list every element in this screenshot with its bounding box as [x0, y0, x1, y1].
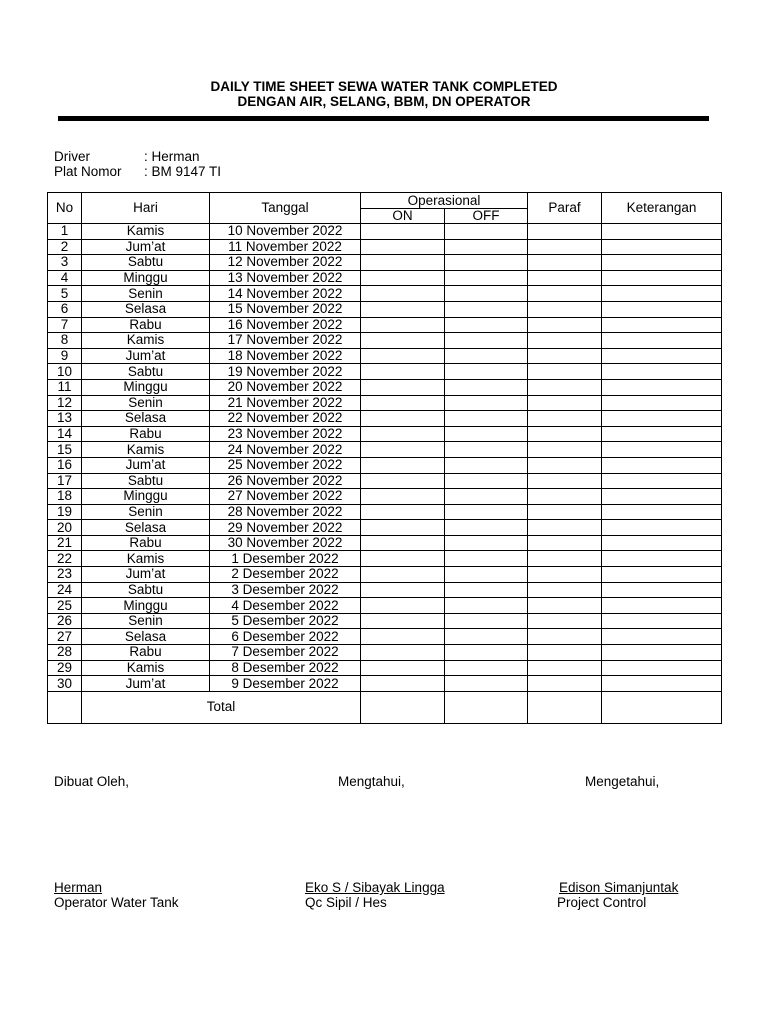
row-no-cell: 10	[48, 364, 82, 380]
row-no-cell: 25	[48, 598, 82, 614]
row-on-cell[interactable]	[361, 520, 445, 536]
row-tanggal-cell: 26 November 2022	[210, 473, 361, 489]
row-hari-cell: Minggu	[82, 379, 210, 395]
row-tanggal-cell: 4 Desember 2022	[210, 598, 361, 614]
row-no-cell: 9	[48, 348, 82, 364]
row-paraf-cell[interactable]	[528, 270, 602, 286]
title-divider	[58, 116, 709, 121]
row-tanggal-cell: 3 Desember 2022	[210, 582, 361, 598]
row-on-cell[interactable]	[361, 255, 445, 271]
row-off-cell[interactable]	[445, 286, 528, 302]
row-off-cell[interactable]	[445, 411, 528, 427]
row-no-cell: 8	[48, 333, 82, 349]
row-hari-cell: Jum’at	[82, 348, 210, 364]
row-keterangan-cell[interactable]	[602, 457, 722, 473]
row-no-cell: 7	[48, 317, 82, 333]
row-off-cell[interactable]	[445, 301, 528, 317]
total-label: Total	[82, 691, 361, 723]
row-paraf-cell[interactable]	[528, 364, 602, 380]
table-row	[48, 535, 722, 551]
row-tanggal-cell: 18 November 2022	[210, 348, 361, 364]
row-paraf-cell[interactable]	[528, 613, 602, 629]
row-paraf-cell[interactable]	[528, 317, 602, 333]
row-tanggal-cell: 22 November 2022	[210, 411, 361, 427]
mengetahui-label: Mengetahui,	[585, 774, 660, 789]
row-paraf-cell[interactable]	[528, 676, 602, 692]
row-no-cell: 1	[48, 224, 82, 240]
row-keterangan-cell[interactable]	[602, 567, 722, 583]
total-row	[48, 691, 722, 723]
row-no-cell: 3	[48, 255, 82, 271]
row-on-cell[interactable]	[361, 270, 445, 286]
table-row	[48, 598, 722, 614]
row-tanggal-cell: 2 Desember 2022	[210, 567, 361, 583]
row-off-cell[interactable]	[445, 535, 528, 551]
row-paraf-cell[interactable]	[528, 255, 602, 271]
row-keterangan-cell[interactable]	[602, 489, 722, 505]
row-keterangan-cell[interactable]	[602, 348, 722, 364]
row-hari-cell: Jum’at	[82, 676, 210, 692]
row-hari-cell: Sabtu	[82, 582, 210, 598]
row-tanggal-cell: 14 November 2022	[210, 286, 361, 302]
row-off-cell[interactable]	[445, 270, 528, 286]
row-no-cell: 29	[48, 660, 82, 676]
row-keterangan-cell[interactable]	[602, 286, 722, 302]
driver-value: : Herman	[144, 149, 200, 164]
row-off-cell[interactable]	[445, 567, 528, 583]
row-off-cell[interactable]	[445, 457, 528, 473]
col-header-keterangan: Keterangan	[602, 193, 722, 224]
row-tanggal-cell: 13 November 2022	[210, 270, 361, 286]
col-header-no: No	[48, 193, 82, 224]
row-tanggal-cell: 6 Desember 2022	[210, 629, 361, 645]
table-row	[48, 395, 722, 411]
driver-label: Driver	[54, 149, 90, 164]
row-hari-cell: Sabtu	[82, 473, 210, 489]
row-off-cell[interactable]	[445, 629, 528, 645]
row-keterangan-cell[interactable]	[602, 551, 722, 567]
row-paraf-cell[interactable]	[528, 535, 602, 551]
table-body	[48, 224, 722, 692]
row-tanggal-cell: 28 November 2022	[210, 504, 361, 520]
row-hari-cell: Kamis	[82, 442, 210, 458]
row-on-cell[interactable]	[361, 239, 445, 255]
row-paraf-cell[interactable]	[528, 582, 602, 598]
row-off-cell[interactable]	[445, 613, 528, 629]
table-row	[48, 473, 722, 489]
row-off-cell[interactable]	[445, 676, 528, 692]
table-row	[48, 348, 722, 364]
row-paraf-cell[interactable]	[528, 457, 602, 473]
row-on-cell[interactable]	[361, 286, 445, 302]
row-paraf-cell[interactable]	[528, 224, 602, 240]
row-keterangan-cell[interactable]	[602, 442, 722, 458]
row-no-cell: 22	[48, 551, 82, 567]
row-off-cell[interactable]	[445, 348, 528, 364]
row-hari-cell: Senin	[82, 286, 210, 302]
row-tanggal-cell: 30 November 2022	[210, 535, 361, 551]
row-on-cell[interactable]	[361, 457, 445, 473]
row-no-cell: 6	[48, 301, 82, 317]
row-keterangan-cell[interactable]	[602, 364, 722, 380]
row-hari-cell: Kamis	[82, 333, 210, 349]
row-off-cell[interactable]	[445, 489, 528, 505]
table-row	[48, 457, 722, 473]
header-row	[48, 193, 722, 209]
row-keterangan-cell[interactable]	[602, 660, 722, 676]
row-hari-cell: Sabtu	[82, 255, 210, 271]
col-header-on: ON	[361, 209, 445, 224]
row-paraf-cell[interactable]	[528, 411, 602, 427]
table-row	[48, 317, 722, 333]
row-tanggal-cell: 12 November 2022	[210, 255, 361, 271]
row-tanggal-cell: 11 November 2022	[210, 239, 361, 255]
row-keterangan-cell[interactable]	[602, 520, 722, 536]
row-no-cell: 26	[48, 613, 82, 629]
row-hari-cell: Minggu	[82, 270, 210, 286]
row-tanggal-cell: 21 November 2022	[210, 395, 361, 411]
row-keterangan-cell[interactable]	[602, 676, 722, 692]
row-keterangan-cell[interactable]	[602, 395, 722, 411]
row-paraf-cell[interactable]	[528, 286, 602, 302]
row-no-cell: 16	[48, 457, 82, 473]
row-no-cell: 28	[48, 645, 82, 661]
table-row	[48, 426, 722, 442]
row-paraf-cell[interactable]	[528, 598, 602, 614]
row-hari-cell: Kamis	[82, 660, 210, 676]
row-hari-cell: Selasa	[82, 520, 210, 536]
table-row	[48, 364, 722, 380]
row-on-cell[interactable]	[361, 582, 445, 598]
row-paraf-cell[interactable]	[528, 301, 602, 317]
col-header-operasional: Operasional	[361, 193, 528, 209]
row-on-cell[interactable]	[361, 224, 445, 240]
row-keterangan-cell[interactable]	[602, 504, 722, 520]
row-paraf-cell[interactable]	[528, 629, 602, 645]
total-on-cell[interactable]	[361, 691, 445, 723]
row-hari-cell: Minggu	[82, 598, 210, 614]
row-off-cell[interactable]	[445, 660, 528, 676]
table-row	[48, 660, 722, 676]
row-paraf-cell[interactable]	[528, 442, 602, 458]
row-tanggal-cell: 15 November 2022	[210, 301, 361, 317]
row-paraf-cell[interactable]	[528, 645, 602, 661]
table-row	[48, 582, 722, 598]
row-no-cell: 27	[48, 629, 82, 645]
row-on-cell[interactable]	[361, 301, 445, 317]
row-no-cell: 15	[48, 442, 82, 458]
table-row	[48, 613, 722, 629]
row-off-cell[interactable]	[445, 551, 528, 567]
row-keterangan-cell[interactable]	[602, 333, 722, 349]
row-keterangan-cell[interactable]	[602, 426, 722, 442]
row-paraf-cell[interactable]	[528, 395, 602, 411]
row-on-cell[interactable]	[361, 489, 445, 505]
table-row	[48, 239, 722, 255]
row-hari-cell: Rabu	[82, 426, 210, 442]
row-hari-cell: Senin	[82, 504, 210, 520]
row-hari-cell: Jum’at	[82, 239, 210, 255]
row-no-cell: 21	[48, 535, 82, 551]
row-on-cell[interactable]	[361, 567, 445, 583]
row-hari-cell: Jum’at	[82, 457, 210, 473]
total-no-cell	[48, 691, 82, 723]
row-on-cell[interactable]	[361, 535, 445, 551]
row-on-cell[interactable]	[361, 426, 445, 442]
row-no-cell: 30	[48, 676, 82, 692]
row-hari-cell: Selasa	[82, 411, 210, 427]
row-paraf-cell[interactable]	[528, 473, 602, 489]
row-no-cell: 19	[48, 504, 82, 520]
row-paraf-cell[interactable]	[528, 333, 602, 349]
row-on-cell[interactable]	[361, 442, 445, 458]
row-hari-cell: Selasa	[82, 301, 210, 317]
row-hari-cell: Jum’at	[82, 567, 210, 583]
row-no-cell: 11	[48, 379, 82, 395]
row-paraf-cell[interactable]	[528, 379, 602, 395]
table-row	[48, 489, 722, 505]
row-keterangan-cell[interactable]	[602, 379, 722, 395]
row-no-cell: 14	[48, 426, 82, 442]
table-row	[48, 567, 722, 583]
row-off-cell[interactable]	[445, 333, 528, 349]
row-tanggal-cell: 5 Desember 2022	[210, 613, 361, 629]
row-on-cell[interactable]	[361, 317, 445, 333]
row-hari-cell: Kamis	[82, 224, 210, 240]
row-on-cell[interactable]	[361, 395, 445, 411]
row-paraf-cell[interactable]	[528, 504, 602, 520]
row-tanggal-cell: 8 Desember 2022	[210, 660, 361, 676]
title-line-1: DAILY TIME SHEET SEWA WATER TANK COMPLETED	[210, 79, 558, 94]
row-no-cell: 5	[48, 286, 82, 302]
row-off-cell[interactable]	[445, 520, 528, 536]
row-hari-cell: Selasa	[82, 629, 210, 645]
col-header-off: OFF	[445, 209, 528, 224]
signer-1-title: Operator Water Tank	[54, 895, 179, 910]
table-row	[48, 442, 722, 458]
table-row	[48, 224, 722, 240]
row-tanggal-cell: 19 November 2022	[210, 364, 361, 380]
row-no-cell: 2	[48, 239, 82, 255]
row-off-cell[interactable]	[445, 317, 528, 333]
row-on-cell[interactable]	[361, 379, 445, 395]
col-header-hari: Hari	[82, 193, 210, 224]
row-off-cell[interactable]	[445, 364, 528, 380]
row-on-cell[interactable]	[361, 473, 445, 489]
table-row	[48, 379, 722, 395]
row-off-cell[interactable]	[445, 224, 528, 240]
signer-3-title: Project Control	[557, 895, 647, 910]
table-row	[48, 676, 722, 692]
row-off-cell[interactable]	[445, 442, 528, 458]
row-keterangan-cell[interactable]	[602, 317, 722, 333]
plat-row	[54, 164, 221, 179]
row-keterangan-cell[interactable]	[602, 582, 722, 598]
row-paraf-cell[interactable]	[528, 551, 602, 567]
row-paraf-cell[interactable]	[528, 426, 602, 442]
row-keterangan-cell[interactable]	[602, 629, 722, 645]
row-off-cell[interactable]	[445, 645, 528, 661]
row-tanggal-cell: 20 November 2022	[210, 379, 361, 395]
plat-value: : BM 9147 TI	[144, 164, 222, 179]
row-paraf-cell[interactable]	[528, 348, 602, 364]
row-tanggal-cell: 7 Desember 2022	[210, 645, 361, 661]
signer-1-name: Herman	[54, 880, 103, 895]
row-no-cell: 13	[48, 411, 82, 427]
table-row	[48, 411, 722, 427]
row-tanggal-cell: 23 November 2022	[210, 426, 361, 442]
total-keterangan-cell[interactable]	[602, 691, 722, 723]
row-off-cell[interactable]	[445, 582, 528, 598]
row-keterangan-cell[interactable]	[602, 301, 722, 317]
row-hari-cell: Rabu	[82, 645, 210, 661]
row-hari-cell: Kamis	[82, 551, 210, 567]
row-tanggal-cell: 16 November 2022	[210, 317, 361, 333]
table-row	[48, 333, 722, 349]
row-off-cell[interactable]	[445, 239, 528, 255]
row-keterangan-cell[interactable]	[602, 270, 722, 286]
row-hari-cell: Sabtu	[82, 364, 210, 380]
row-off-cell[interactable]	[445, 473, 528, 489]
row-paraf-cell[interactable]	[528, 520, 602, 536]
row-no-cell: 20	[48, 520, 82, 536]
row-on-cell[interactable]	[361, 660, 445, 676]
row-tanggal-cell: 9 Desember 2022	[210, 676, 361, 692]
table-row	[48, 255, 722, 271]
row-on-cell[interactable]	[361, 645, 445, 661]
row-off-cell[interactable]	[445, 395, 528, 411]
row-on-cell[interactable]	[361, 348, 445, 364]
row-off-cell[interactable]	[445, 598, 528, 614]
row-hari-cell: Rabu	[82, 317, 210, 333]
time-sheet-table	[47, 192, 722, 724]
row-paraf-cell[interactable]	[528, 489, 602, 505]
row-on-cell[interactable]	[361, 333, 445, 349]
row-on-cell[interactable]	[361, 598, 445, 614]
row-keterangan-cell[interactable]	[602, 645, 722, 661]
row-tanggal-cell: 29 November 2022	[210, 520, 361, 536]
row-off-cell[interactable]	[445, 255, 528, 271]
row-keterangan-cell[interactable]	[602, 224, 722, 240]
row-no-cell: 4	[48, 270, 82, 286]
row-keterangan-cell[interactable]	[602, 598, 722, 614]
row-tanggal-cell: 27 November 2022	[210, 489, 361, 505]
col-header-paraf: Paraf	[528, 193, 602, 224]
row-paraf-cell[interactable]	[528, 567, 602, 583]
row-no-cell: 23	[48, 567, 82, 583]
row-tanggal-cell: 25 November 2022	[210, 457, 361, 473]
mengtahui-label: Mengtahui,	[338, 774, 405, 789]
signer-2-title: Qc Sipil / Hes	[305, 895, 387, 910]
table-row	[48, 551, 722, 567]
table-row	[48, 504, 722, 520]
row-on-cell[interactable]	[361, 411, 445, 427]
row-keterangan-cell[interactable]	[602, 239, 722, 255]
col-header-tanggal: Tanggal	[210, 193, 361, 224]
row-hari-cell: Minggu	[82, 489, 210, 505]
row-paraf-cell[interactable]	[528, 239, 602, 255]
row-keterangan-cell[interactable]	[602, 613, 722, 629]
row-on-cell[interactable]	[361, 551, 445, 567]
row-no-cell: 24	[48, 582, 82, 598]
row-keterangan-cell[interactable]	[602, 411, 722, 427]
row-keterangan-cell[interactable]	[602, 255, 722, 271]
row-hari-cell: Senin	[82, 395, 210, 411]
row-on-cell[interactable]	[361, 364, 445, 380]
row-on-cell[interactable]	[361, 676, 445, 692]
table-row	[48, 301, 722, 317]
row-keterangan-cell[interactable]	[602, 473, 722, 489]
row-off-cell[interactable]	[445, 426, 528, 442]
row-keterangan-cell[interactable]	[602, 535, 722, 551]
total-paraf-cell[interactable]	[528, 691, 602, 723]
row-tanggal-cell: 17 November 2022	[210, 333, 361, 349]
driver-row	[54, 149, 200, 164]
plat-label: Plat Nomor	[54, 164, 122, 179]
row-on-cell[interactable]	[361, 629, 445, 645]
total-off-cell[interactable]	[445, 691, 528, 723]
row-no-cell: 17	[48, 473, 82, 489]
signer-2-name: Eko S / Sibayak Lingga	[305, 880, 445, 895]
title-line-2: DENGAN AIR, SELANG, BBM, DN OPERATOR	[237, 94, 531, 109]
row-hari-cell: Rabu	[82, 535, 210, 551]
row-no-cell: 12	[48, 395, 82, 411]
signer-3-name: Edison Simanjuntak	[559, 880, 679, 895]
row-tanggal-cell: 24 November 2022	[210, 442, 361, 458]
table-row	[48, 520, 722, 536]
table-row	[48, 629, 722, 645]
row-paraf-cell[interactable]	[528, 660, 602, 676]
row-hari-cell: Senin	[82, 613, 210, 629]
row-off-cell[interactable]	[445, 504, 528, 520]
document-title	[0, 79, 768, 109]
row-on-cell[interactable]	[361, 613, 445, 629]
dibuat-oleh-label: Dibuat Oleh,	[54, 774, 130, 789]
row-tanggal-cell: 10 November 2022	[210, 224, 361, 240]
row-tanggal-cell: 1 Desember 2022	[210, 551, 361, 567]
table-row	[48, 270, 722, 286]
row-on-cell[interactable]	[361, 504, 445, 520]
row-off-cell[interactable]	[445, 379, 528, 395]
table-row	[48, 286, 722, 302]
table-row	[48, 645, 722, 661]
row-no-cell: 18	[48, 489, 82, 505]
